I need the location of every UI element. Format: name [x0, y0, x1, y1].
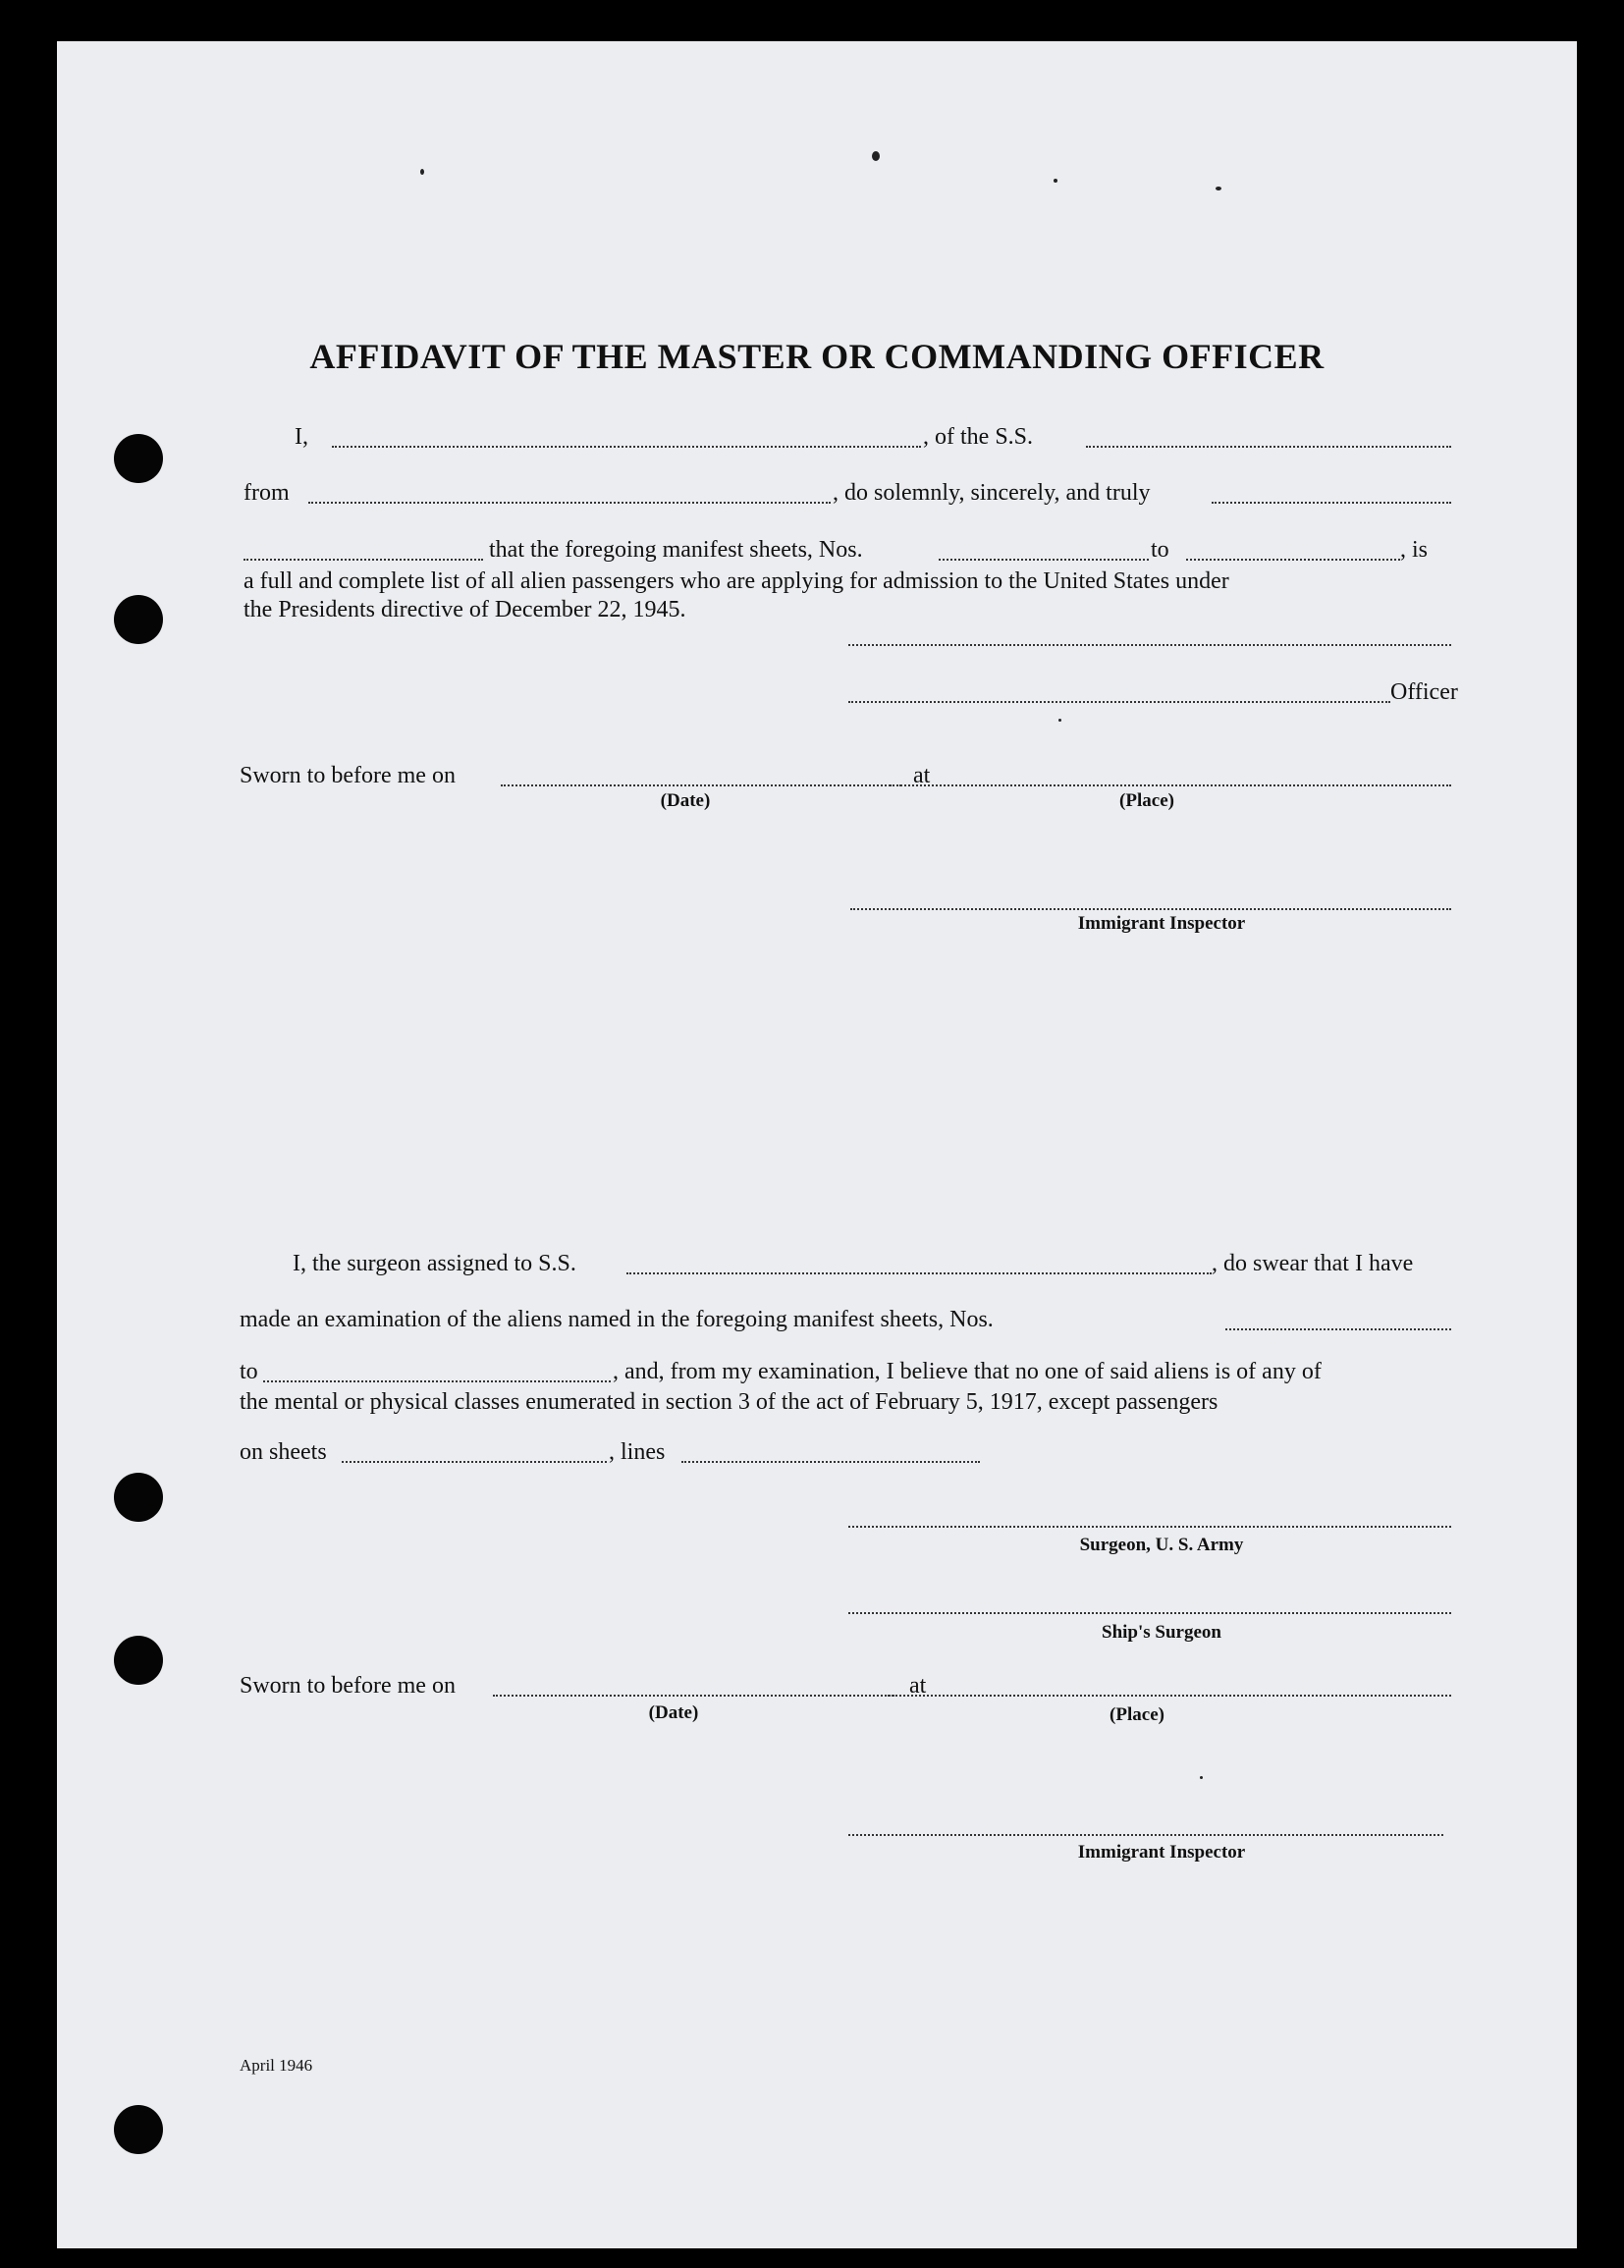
- master-sworn-place-field[interactable]: [890, 784, 1451, 786]
- surgeon-exam-label: made an examination of the aliens named in the foregoing manifest sheets, Nos.: [240, 1307, 994, 1332]
- ship-surgeon-caption: Ship's Surgeon: [1102, 1622, 1221, 1643]
- form-date-footer: April 1946: [240, 2056, 313, 2075]
- binder-hole: [114, 434, 163, 483]
- surgeon-to-label: to: [240, 1359, 258, 1384]
- binder-hole: [114, 595, 163, 644]
- surgeon-i-label: I, the surgeon assigned to S.S.: [293, 1251, 576, 1276]
- surgeon-sworn-place-field[interactable]: [888, 1695, 1451, 1697]
- surgeon-lines-label: , lines: [609, 1439, 666, 1465]
- surgeon-lines-field[interactable]: [681, 1461, 980, 1463]
- master-date-caption: (Date): [660, 790, 711, 811]
- binder-hole: [114, 1473, 163, 1522]
- master-sworn-date-field[interactable]: [501, 784, 901, 786]
- master-to-label: to: [1151, 537, 1169, 563]
- master-nos-to-field[interactable]: [1186, 559, 1400, 561]
- master-i-label: I,: [295, 424, 308, 450]
- surgeon-sworn-label: Sworn to before me on: [240, 1673, 456, 1699]
- master-inspector-caption: Immigrant Inspector: [1077, 913, 1246, 934]
- surgeon-date-caption: (Date): [648, 1702, 699, 1723]
- scan-speck: [1058, 719, 1061, 722]
- master-name-field[interactable]: [332, 446, 921, 448]
- surgeon-nos-to-field[interactable]: [263, 1380, 611, 1382]
- surgeon-swear-label: , do swear that I have: [1212, 1251, 1414, 1276]
- surgeon-inspector-signature-line[interactable]: [848, 1834, 1443, 1836]
- surgeon-sworn-date-field[interactable]: [493, 1695, 897, 1697]
- officer-signature-line-1[interactable]: [848, 644, 1451, 646]
- master-statement-line-2: the Presidents directive of December 22, 1945.: [244, 597, 686, 622]
- form-sheet: [57, 41, 1577, 2248]
- surgeon-at-label: at: [909, 1673, 927, 1699]
- form-title: AFFIDAVIT OF THE MASTER OR COMMANDING OFFICER: [309, 337, 1325, 376]
- master-at-label: at: [913, 763, 931, 788]
- surgeon-belief-label: , and, from my examination, I believe that no one of said aliens is of any of: [613, 1359, 1322, 1384]
- binder-hole: [114, 1636, 163, 1685]
- scan-speck: [1200, 1776, 1203, 1779]
- master-oath-field[interactable]: [1212, 502, 1451, 504]
- binder-hole: [114, 2105, 163, 2154]
- master-ship-field[interactable]: [1086, 446, 1451, 448]
- surgeon-inspector-caption: Immigrant Inspector: [1077, 1842, 1246, 1863]
- officer-signature-line-2[interactable]: [848, 701, 1390, 703]
- scan-speck: [1216, 187, 1221, 190]
- scan-speck: [420, 169, 424, 175]
- scan-speck: [872, 151, 880, 161]
- surgeon-sheets-field[interactable]: [342, 1461, 607, 1463]
- surgeon-place-caption: (Place): [1110, 1704, 1164, 1725]
- master-statement-line-1: a full and complete list of all alien passengers who are applying for admission to the United States under: [244, 568, 1229, 594]
- officer-label: Officer: [1390, 679, 1458, 705]
- master-oath-field-2[interactable]: [244, 559, 483, 561]
- ship-surgeon-signature-line[interactable]: [848, 1612, 1451, 1614]
- surgeon-on-sheets-label: on sheets: [240, 1439, 327, 1465]
- surgeon-ship-field[interactable]: [626, 1272, 1212, 1274]
- master-solemnly-label: , do solemnly, sincerely, and truly: [833, 480, 1151, 506]
- master-of-ss-label: , of the S.S.: [923, 424, 1034, 450]
- master-is-label: , is: [1400, 537, 1429, 563]
- master-place-caption: (Place): [1119, 790, 1174, 811]
- master-port-field[interactable]: [308, 502, 831, 504]
- scan-speck: [1054, 179, 1057, 183]
- army-surgeon-signature-line[interactable]: [848, 1526, 1451, 1528]
- master-inspector-signature-line[interactable]: [850, 908, 1451, 910]
- surgeon-nos-from-field[interactable]: [1225, 1328, 1451, 1330]
- army-surgeon-caption: Surgeon, U. S. Army: [1079, 1535, 1244, 1555]
- surgeon-classes-label: the mental or physical classes enumerated in section 3 of the act of February 5, 1917, except passengers: [240, 1389, 1218, 1415]
- master-nos-from-field[interactable]: [939, 559, 1149, 561]
- master-manifest-label: that the foregoing manifest sheets, Nos.: [489, 537, 863, 563]
- master-from-label: from: [244, 480, 290, 506]
- master-sworn-label: Sworn to before me on: [240, 763, 456, 788]
